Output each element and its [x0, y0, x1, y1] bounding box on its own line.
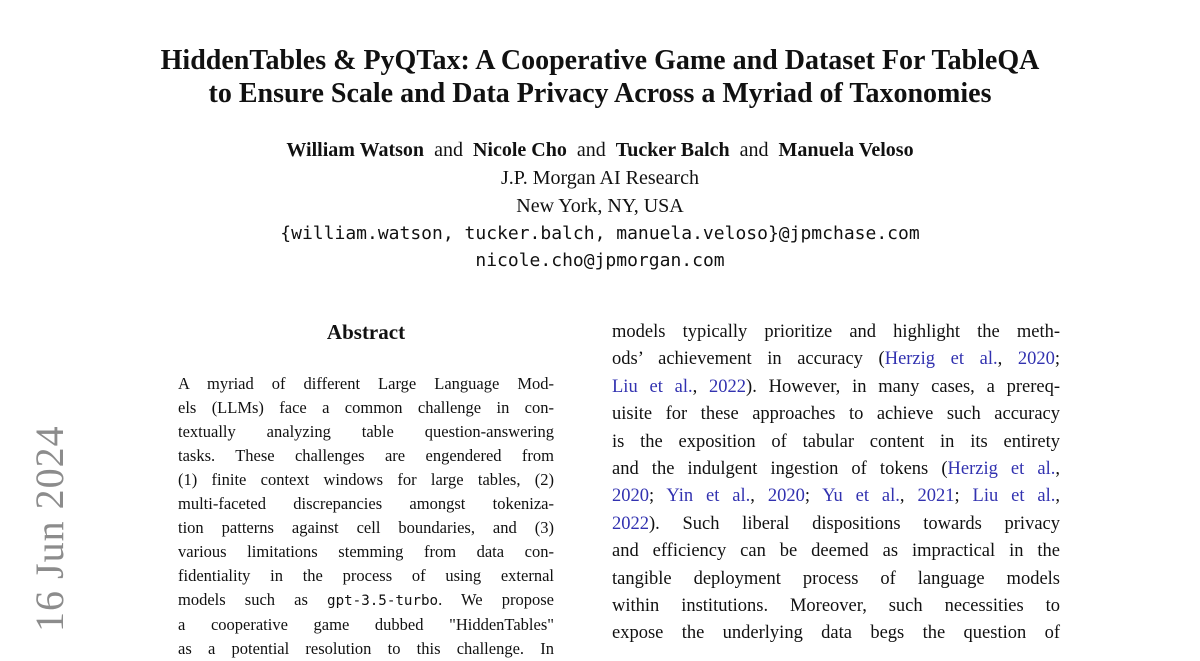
text-segment: , — [1055, 486, 1060, 507]
citation-link[interactable]: Liu et al. — [612, 376, 693, 397]
text-segment: as a potential resolution to this challenge. In — [178, 639, 554, 658]
text-line — [612, 511, 1060, 538]
paper-title-line-2: to Ensure Scale and Data Privacy Across a Myriad of Taxonomies — [208, 78, 992, 109]
text-line — [178, 564, 554, 588]
paper-title-line-1: HiddenTables & PyQTax: A Cooperative Game and Dataset For TableQA — [160, 45, 1040, 76]
text-line — [612, 456, 1060, 483]
text-segment: uisite for these approaches to achieve such accuracy — [612, 404, 1060, 425]
text-line — [178, 637, 554, 661]
citation-link[interactable]: 2020 — [612, 486, 649, 507]
affiliation-location: New York, NY, USA — [516, 195, 684, 217]
text-line — [612, 483, 1060, 510]
author-line — [0, 136, 1200, 164]
text-segment: expose the underlying data begs the question of — [612, 623, 1060, 644]
text-line — [178, 468, 554, 492]
text-segment: textually analyzing table question-answering — [178, 422, 554, 441]
text-line — [178, 516, 554, 540]
text-segment: a cooperative game dubbed "HiddenTables" — [178, 615, 554, 634]
text-line — [178, 540, 554, 564]
text-line — [612, 319, 1060, 346]
text-line — [612, 401, 1060, 428]
text-line — [178, 396, 554, 420]
paper-title — [0, 44, 1200, 110]
text-line — [612, 620, 1060, 647]
citation-link[interactable]: Yin et al. — [666, 486, 751, 507]
citation-link[interactable]: 2022 — [612, 513, 649, 534]
text-segment: , — [750, 486, 768, 507]
text-segment: ; — [804, 486, 823, 507]
email-line-1: {william.watson, tucker.balch, manuela.veloso}@jpmchase.com — [280, 223, 920, 244]
text-line — [178, 588, 554, 613]
citation-link[interactable]: Liu et al. — [972, 486, 1056, 507]
text-segment: els (LLMs) face a common challenge in con- — [178, 398, 554, 417]
text-segment: (1) finite context windows for large tables, (2) — [178, 470, 554, 489]
text-line — [612, 593, 1060, 620]
text-segment: ods’ achievement in accuracy ( — [612, 349, 885, 370]
text-line — [178, 420, 554, 444]
author-name: Tucker Balch — [615, 139, 730, 161]
text-segment: A myriad of different Large Language Mod- — [178, 374, 554, 393]
author-name: William Watson — [286, 139, 425, 161]
text-line — [612, 566, 1060, 593]
text-segment: models typically prioritize and highlight the meth- — [612, 322, 1060, 342]
text-segment: fidentiality in the process of using external — [178, 566, 554, 585]
text-segment: . We propose — [438, 590, 554, 609]
text-line — [178, 613, 554, 637]
email-line-2: nicole.cho@jpmorgan.com — [475, 250, 725, 271]
arxiv-date-stamp: 16 Jun 2024 — [27, 425, 72, 632]
text-segment: multi-faceted discrepancies amongst tokeniza- — [178, 494, 554, 513]
citation-link[interactable]: 2022 — [709, 376, 747, 397]
text-segment: ; — [954, 486, 973, 507]
affiliation: J.P. Morgan AI Research — [501, 167, 699, 189]
text-segment: , — [997, 349, 1018, 370]
text-segment: ). Such liberal dispositions towards privacy — [649, 513, 1060, 534]
text-segment: models such as — [178, 590, 328, 609]
text-segment: and — [566, 139, 616, 161]
citation-link[interactable]: 2020 — [1017, 349, 1055, 370]
text-segment: and — [424, 139, 473, 161]
text-segment: ; — [1054, 349, 1060, 370]
abstract-heading: Abstract — [326, 320, 406, 344]
citation-link[interactable]: Herzig et al. — [947, 459, 1056, 480]
byline-block — [0, 136, 1200, 274]
text-segment: and — [729, 139, 779, 161]
author-name: Manuela Veloso — [778, 139, 914, 161]
text-line — [612, 346, 1060, 373]
text-segment: within institutions. Moreover, such necessities to — [612, 596, 1060, 617]
text-segment: and efficiency can be deemed as impractical in the — [612, 541, 1060, 562]
text-segment: , — [1055, 459, 1060, 480]
citation-link[interactable]: Yu et al. — [822, 486, 900, 507]
citation-link[interactable]: Herzig et al. — [884, 349, 998, 370]
text-line — [612, 538, 1060, 565]
citation-link[interactable]: 2020 — [767, 486, 805, 507]
text-segment: ). However, in many cases, a prereq- — [746, 376, 1060, 397]
text-segment: tangible deployment process of language models — [612, 568, 1060, 589]
text-segment: ; — [649, 486, 667, 507]
intro-column — [612, 319, 1060, 648]
citation-link[interactable]: 2021 — [917, 486, 955, 507]
text-line — [612, 429, 1060, 456]
author-name: Nicole Cho — [472, 139, 567, 161]
text-segment: and the indulgent ingestion of tokens ( — [612, 459, 948, 480]
abstract-body — [178, 372, 554, 661]
text-segment: is the exposition of tabular content in its entirety — [612, 431, 1060, 452]
text-line — [178, 444, 554, 468]
text-segment: tasks. These challenges are engendered from — [178, 446, 554, 465]
text-segment: , — [692, 376, 710, 397]
text-line — [178, 372, 554, 396]
text-segment: tion patterns against cell boundaries, and (3) — [178, 518, 554, 537]
text-segment: , — [899, 486, 918, 507]
text-line — [178, 492, 554, 516]
text-line — [612, 374, 1060, 401]
inline-code: gpt-3.5-turbo — [327, 593, 439, 609]
text-segment: various limitations stemming from data con- — [178, 542, 554, 561]
